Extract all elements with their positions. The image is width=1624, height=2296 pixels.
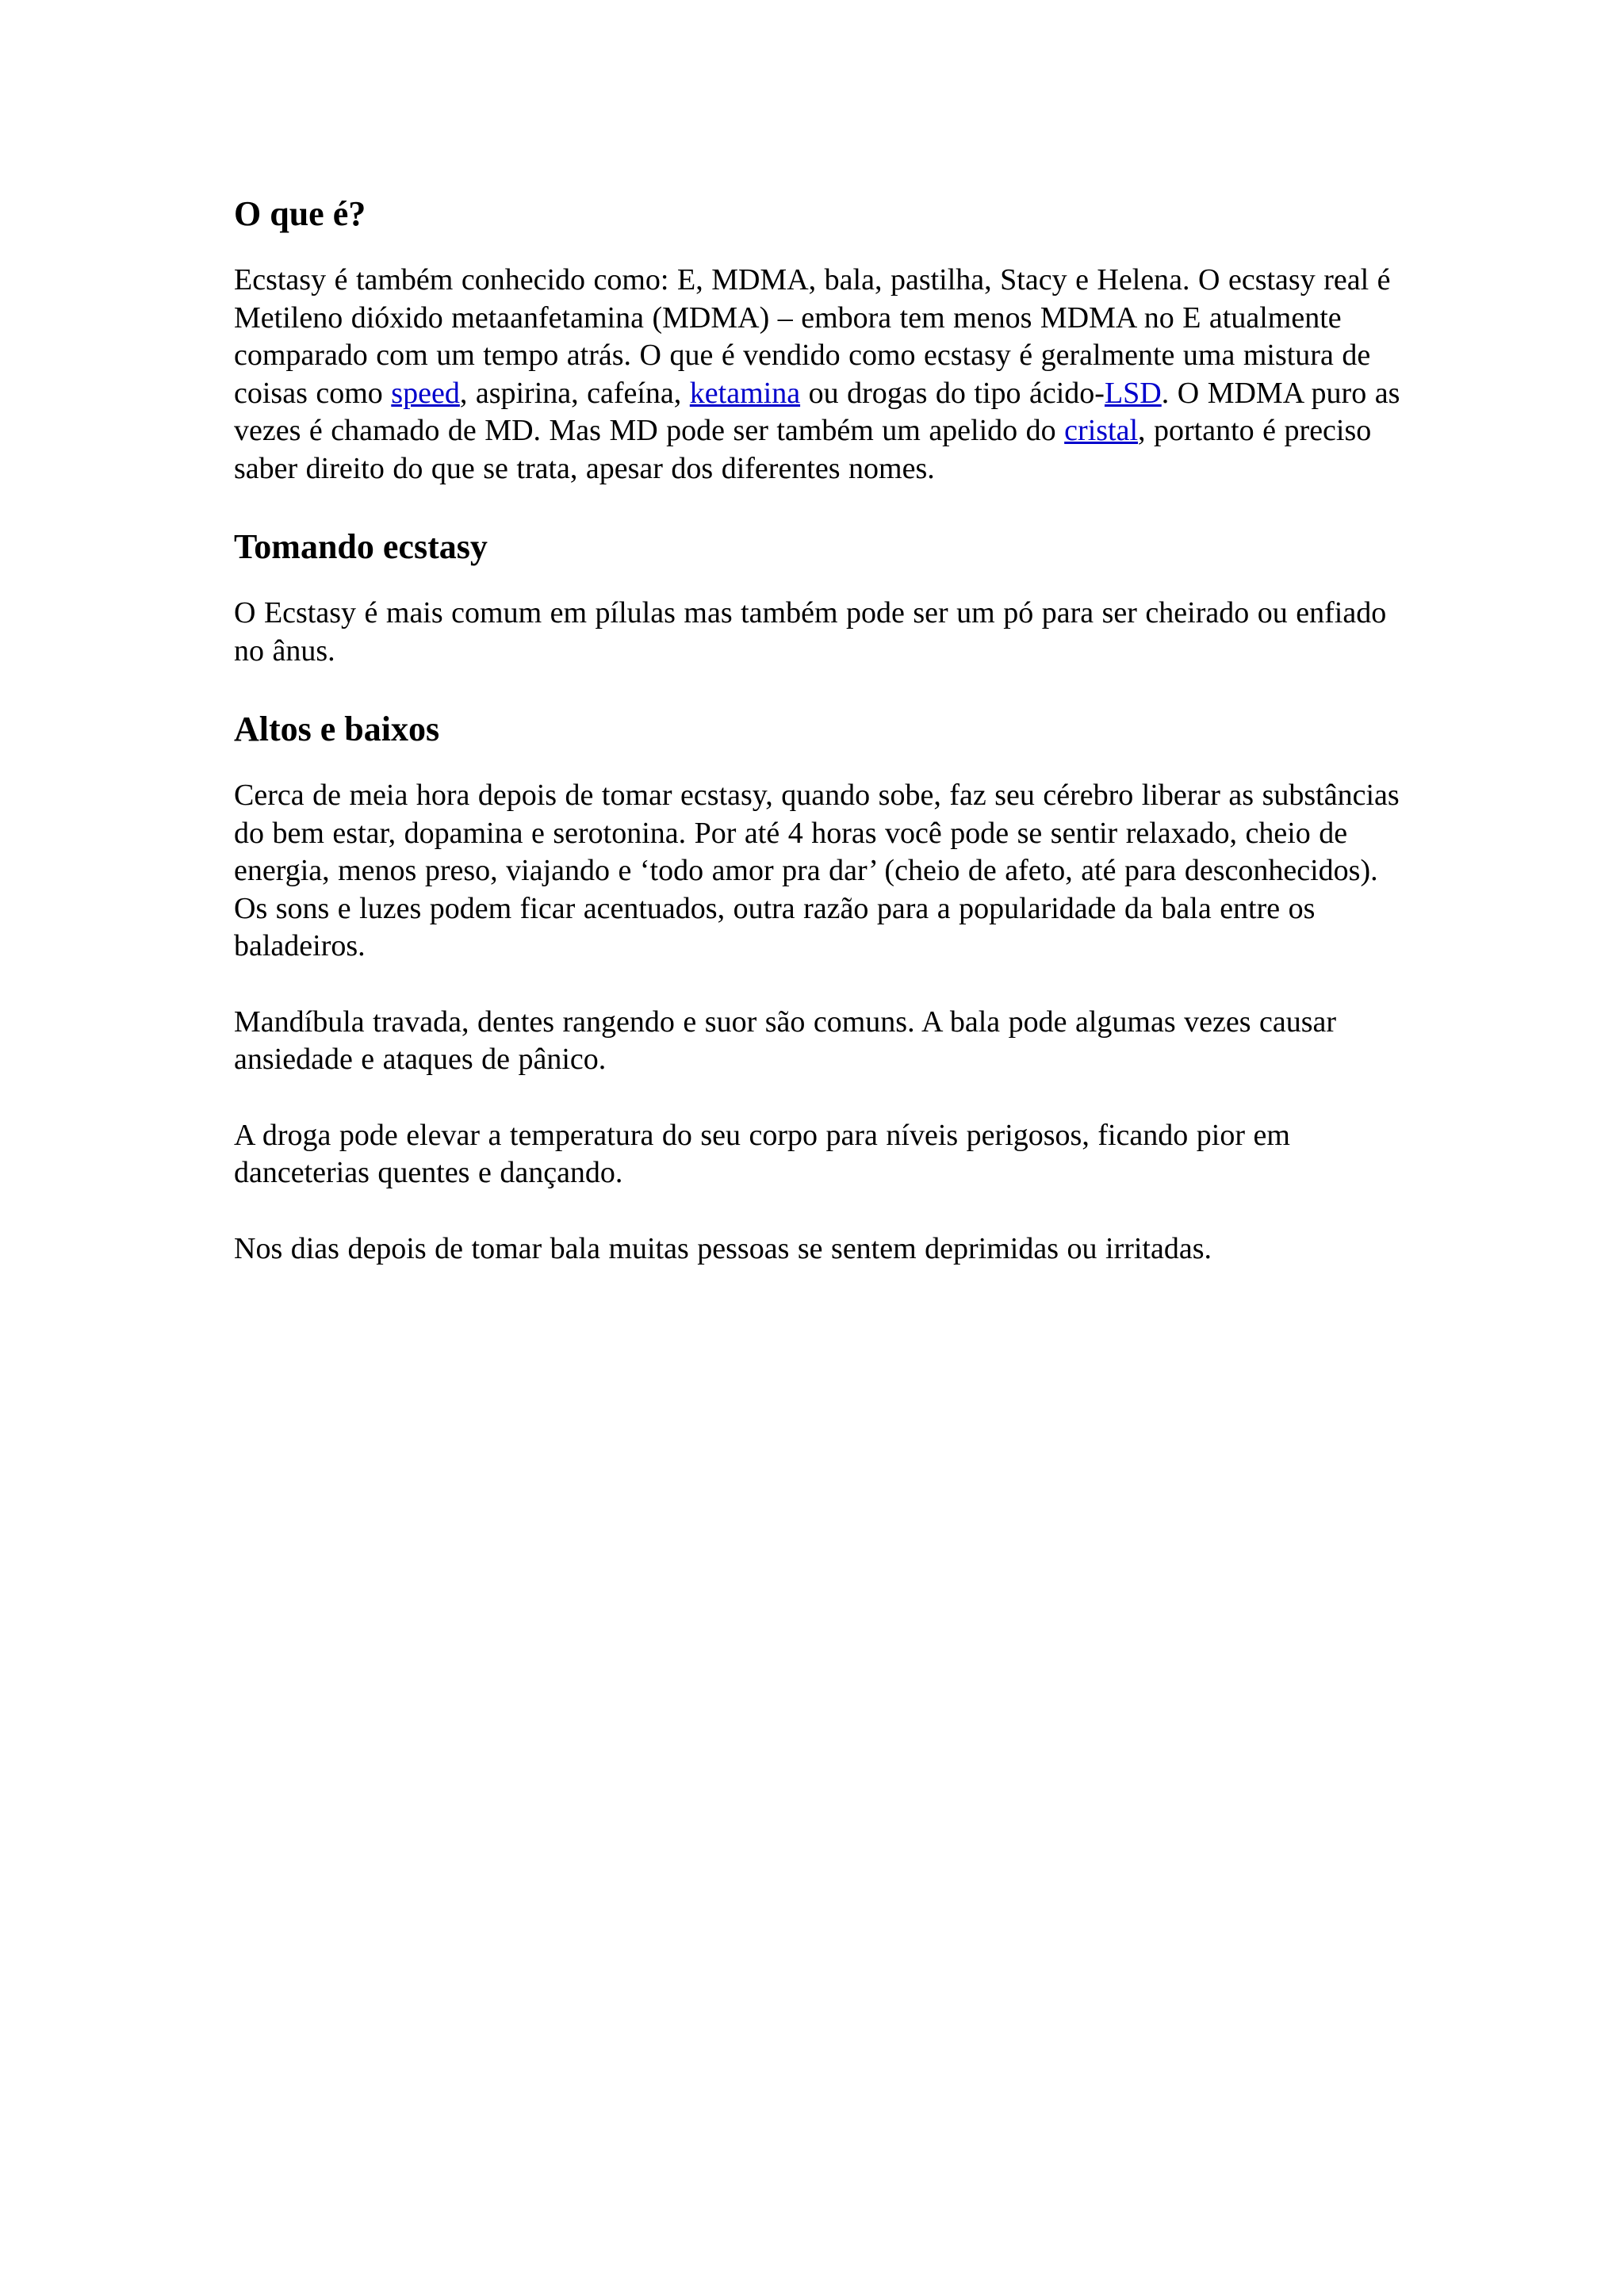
paragraph-tomando-ecstasy: O Ecstasy é mais comum em pílulas mas também pode ser um pó para ser cheirado ou enfiado no ânus.	[234, 596, 1387, 668]
text-segment: ou drogas do tipo ácido-	[800, 376, 1105, 410]
paragraph-altos-3: A droga pode elevar a temperatura do seu corpo para níveis perigosos, ficando pior em danceterias quentes e dançando.	[234, 1118, 1290, 1189]
paragraph-altos-4: Nos dias depois de tomar bala muitas pessoas se sentem deprimidas ou irritadas.	[234, 1231, 1212, 1265]
link-ketamina[interactable]: ketamina	[689, 376, 801, 410]
paragraph-altos-1: Cerca de meia hora depois de tomar ecstasy, quando sobe, faz seu cérebro liberar as substâncias do bem estar, dopamina e serotonina. Por até 4 horas você pode se sentir relaxado, cheio de energia, menos preso, viajando e ‘todo amor pra dar’ (cheio de afeto, até para desconhecidos). Os sons e luzes podem ficar acentuados, outra razão para a popularidade da bala entre os baladeiros.	[234, 779, 1400, 962]
link-speed[interactable]: speed	[391, 376, 460, 410]
heading-tomando-ecstasy: Tomando ecstasy	[234, 527, 488, 566]
paragraph-o-que-e	[234, 262, 1408, 488]
text-segment: , aspirina, cafeína,	[459, 376, 690, 410]
text-segment: , portanto é preciso saber direito do que se trata, apesar dos diferentes nomes.	[234, 414, 1372, 485]
paragraph-altos-2: Mandíbula travada, dentes rangendo e suor são comuns. A bala pode algumas vezes causar ansiedade e ataques de pânico.	[234, 1004, 1337, 1076]
heading-o-que-e: O que é?	[234, 194, 366, 233]
document-body	[234, 190, 1408, 1268]
heading-altos-e-baixos: Altos e baixos	[234, 710, 440, 748]
text-segment: . O MDMA puro as vezes é chamado de MD. Mas MD pode ser também um apelido do	[234, 376, 1400, 447]
text-segment: Ecstasy é também conhecido como: E, MDMA, bala, pastilha, Stacy e Helena. O ecstasy real é Metileno dióxido metaanfetamina (MDMA) – embora tem menos MDMA no E atualmente comparado com um tempo atrás. O que é vendido como ecstasy é geralmente uma mistura de coisas como	[234, 263, 1391, 410]
link-cristal[interactable]: cristal	[1064, 414, 1139, 447]
link-lsd[interactable]: LSD	[1104, 376, 1162, 410]
